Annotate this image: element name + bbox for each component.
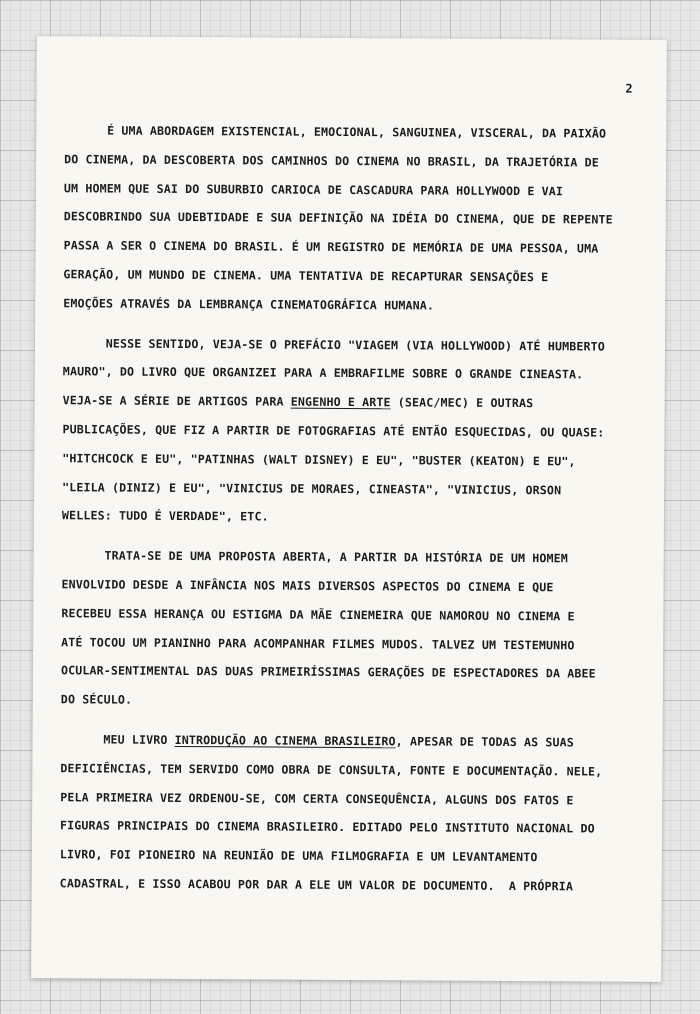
paragraph [60, 725, 636, 901]
text-run: "LEILA (DINIZ) E EU", "VINICIUS DE MORAES, CINEASTA", "VINICIUS, ORSON [62, 479, 562, 497]
text-run: DO CINEMA, DA DESCOBERTA DOS CAMINHOS DO CINEMA NO BRASIL, DA TRAJETÓRIA DE [64, 152, 599, 170]
text-run: (SEAC/MEC) E OUTRAS [390, 395, 534, 411]
text-run: PUBLICAÇÕES, QUE FIZ A PARTIR DE FOTOGRAFIAS ATÉ ENTÃO ESQUECIDAS, OU QUASE: [62, 422, 605, 440]
text-line [63, 358, 638, 390]
text-run: PASSA A SER O CINEMA DO BRASIL. É UM REGISTRO DE MEMÓRIA DE UMA PESSOA, UMA [63, 238, 599, 256]
paragraph [62, 329, 638, 534]
paragraph [63, 116, 639, 321]
text-run: MAURO", DO LIVRO QUE ORGANIZEI PARA A EMBRAFILME SOBRE O GRANDE CINEASTA. [62, 364, 584, 382]
text-line [63, 386, 638, 418]
text-run: GERAÇÃO, UM MUNDO DE CINEMA. UMA TENTATIVA DE RECAPTURAR SENSAÇÕES E [63, 267, 549, 285]
text-line [62, 502, 637, 534]
text-run: WELLES: TUDO É VERDADE", ETC. [61, 508, 269, 524]
text-run: ENVOLVIDO DESDE A INFÂNCIA NOS MAIS DIVERSOS ASPECTOS DO CINEMA E QUE [61, 577, 554, 595]
text-line [64, 174, 639, 206]
paragraph [61, 541, 637, 717]
text-run: VEJA-SE A SÉRIE DE ARTIGOS PARA [62, 393, 291, 409]
text-line [62, 415, 637, 447]
text-line [60, 783, 635, 815]
text-run: DEFICIÊNCIAS, TEM SERVIDO COMO OBRA DE CONSULTA, FONTE E DOCUMENTAÇÃO. NELE, [60, 760, 603, 779]
text-run: PELA PRIMEIRA VEZ ORDENOU-SE, COM CERTA CONSEQUÊNCIA, ALGUNS DOS FATOS E [60, 789, 574, 807]
text-run: DO SÉCULO. [60, 692, 133, 707]
text-line [64, 231, 639, 263]
underlined-title: ENGENHO E ARTE [290, 394, 391, 410]
text-run: NESSE SENTIDO, VEJA-SE O PREFÁCIO "VIAGEM (VIA HOLLYWOOD) ATÉ HUMBERTO [62, 335, 605, 354]
text-line [60, 754, 635, 786]
page-number: 2 [625, 81, 633, 96]
text-line [60, 725, 635, 757]
text-line [62, 473, 637, 505]
text-line [64, 145, 639, 177]
text-line [62, 444, 637, 476]
text-run: É UMA ABORDAGEM EXISTENCIAL, EMOCIONAL, SANGUINEA, VISCERAL, DA PAIXÃO [64, 123, 607, 141]
typewritten-page [31, 36, 667, 982]
text-run: DESCOBRINDO SUA UDEBTIDADE E SUA DEFINIÇÃO NA IDÉIA DO CINEMA, QUE DE REPENTE [63, 209, 613, 227]
text-run: "HITCHCOCK E EU", "PATINHAS (WALT DISNEY) E EU", "BUSTER (KEATON) E EU", [62, 451, 576, 469]
text-run: ATÉ TOCOU UM PIANINHO PARA ACOMPANHAR FILMES MUDOS. TALVEZ UM TESTEMUNHO [61, 634, 575, 652]
text-line [63, 289, 638, 321]
text-run: LIVRO, FOI PIONEIRO NA REUNIÃO DE UMA FILMOGRAFIA E UM LEVANTAMENTO [59, 847, 538, 865]
text-line [61, 657, 636, 689]
text-run: , APESAR DE TODAS AS SUAS [395, 734, 575, 750]
text-line [61, 628, 636, 660]
text-line [61, 685, 636, 717]
document-body [60, 116, 640, 912]
text-line [61, 570, 636, 602]
text-line [63, 329, 638, 361]
text-run: FIGURAS PRINCIPAIS DO CINEMA BRASILEIRO. EDITADO PELO INSTITUTO NACIONAL DO [60, 818, 595, 836]
text-line [60, 812, 635, 844]
text-line [63, 260, 638, 292]
text-run: RECEBEU ESSA HERANÇA OU ESTIGMA DA MÃE CINEMEIRA QUE NAMOROU NO CINEMA E [61, 605, 575, 624]
text-line [60, 869, 635, 901]
text-line [64, 203, 639, 235]
text-run: UM HOMEM QUE SAI DO SUBURBIO CARIOCA DE CASCADURA PARA HOLLYWOOD E VAI [63, 180, 564, 198]
text-line [60, 840, 635, 872]
text-line [61, 599, 636, 631]
text-run: EMOÇÕES ATRAVÉS DA LEMBRANÇA CINEMATOGRÁFICA HUMANA. [63, 296, 435, 313]
text-run: CADASTRAL, E ISSO ACABOU POR DAR A ELE UM VALOR DE DOCUMENTO. A PRÓPRIA [59, 876, 574, 894]
text-run: MEU LIVRO [60, 732, 175, 747]
text-run: OCULAR-SENTIMENTAL DAS DUAS PRIMEIRÍSSIMAS GERAÇÕES DE ESPECTADORES DA ABEE [60, 663, 596, 681]
text-run: TRATA-SE DE UMA PROPOSTA ABERTA, A PARTIR DA HISTÓRIA DE UM HOMEM [61, 548, 568, 566]
underlined-title: INTRODUÇÃO AO CINEMA BRASILEIRO [174, 732, 396, 749]
text-line [64, 116, 639, 148]
text-line [62, 541, 637, 573]
